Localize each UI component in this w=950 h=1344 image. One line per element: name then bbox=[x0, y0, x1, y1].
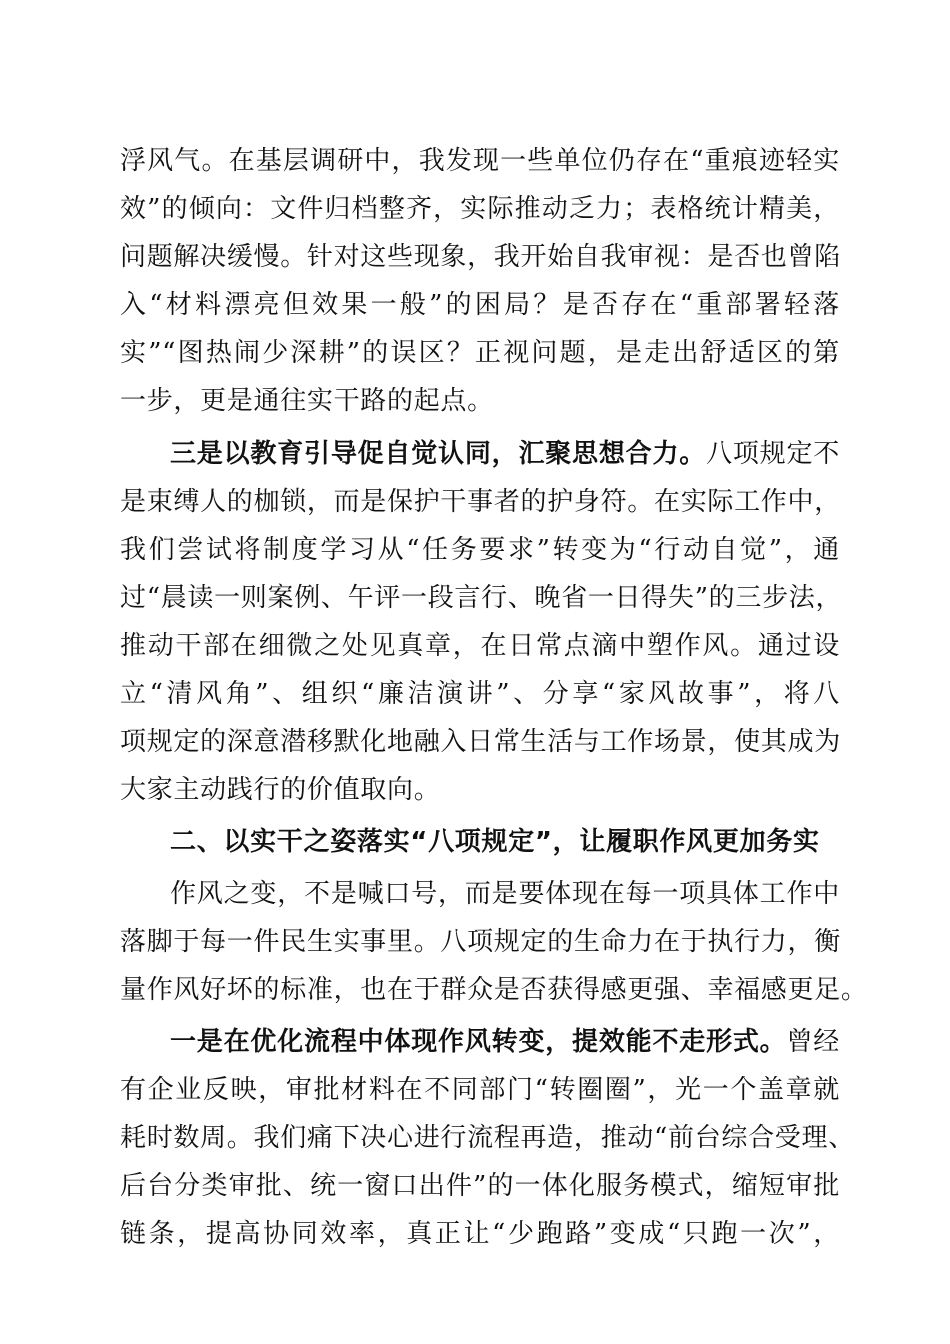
paragraph-4-line-4: 后台分类审批、统一窗口出件”的一体化服务模式，缩短审批 bbox=[120, 1171, 840, 1201]
section-heading: 二、以实干之姿落实“八项规定”，让履职作风更加务实 bbox=[170, 827, 820, 857]
paragraph-4-line-5: 链条，提高协同效率，真正让“少跑路”变成“只跑一次”， bbox=[120, 1219, 840, 1249]
paragraph-3-line-3: 量作风好坏的标准，也在于群众是否获得感更强、幸福感更足。 bbox=[120, 975, 868, 1005]
paragraph-2-line-7: 项规定的深意潜移默化地融入日常生活与工作场景，使其成为 bbox=[120, 727, 841, 757]
paragraph-2-line-2: 是束缚人的枷锁，而是保护干事者的护身符。在实际工作中， bbox=[120, 487, 841, 517]
paragraph-1-line-3: 问题解决缓慢。针对这些现象，我开始自我审视：是否也曾陷 bbox=[120, 242, 841, 272]
paragraph-2-line-4: 过“晨读一则案例、午评一段言行、晚省一日得失”的三步法， bbox=[120, 583, 843, 613]
paragraph-3-line-2: 落脚于每一件民生实事里。八项规定的生命力在于执行力，衡 bbox=[120, 927, 841, 957]
paragraph-1-line-4: 入“材料漂亮但效果一般”的困局？是否存在“重部署轻落 bbox=[120, 290, 840, 320]
paragraph-2-line-1-rest: 八项规定不 bbox=[706, 439, 840, 469]
paragraph-2-line-5: 推动干部在细微之处见真章，在日常点滴中塑作风。通过设 bbox=[120, 631, 840, 661]
paragraph-1-line-1: 浮风气。在基层调研中，我发现一些单位仍存在“重痕迹轻实 bbox=[120, 146, 840, 176]
paragraph-4-line-1 bbox=[170, 1022, 840, 1062]
paragraph-2-line-6: 立“清风角”、组织“廉洁演讲”、分享“家风故事”，将八 bbox=[120, 679, 840, 709]
paragraph-1-line-2: 效”的倾向：文件归档整齐，实际推动乏力；表格统计精美， bbox=[120, 194, 840, 224]
paragraph-2-line-3: 我们尝试将制度学习从“任务要求”转变为“行动自觉”，通 bbox=[120, 535, 840, 565]
paragraph-1-line-6: 一步，更是通往实干路的起点。 bbox=[120, 386, 494, 416]
paragraph-2-lead: 三是以教育引导促自觉认同，汇聚思想合力。 bbox=[170, 439, 707, 469]
paragraph-4-line-1-rest: 曾经 bbox=[786, 1027, 840, 1057]
paragraph-4-lead: 一是在优化流程中体现作风转变，提效能不走形式。 bbox=[170, 1027, 787, 1057]
paragraph-4-line-3: 耗时数周。我们痛下决心进行流程再造，推动“前台综合受理、 bbox=[120, 1123, 855, 1153]
paragraph-4-line-2: 有企业反映，审批材料在不同部门“转圈圈”，光一个盖章就 bbox=[120, 1075, 840, 1105]
paragraph-2-line-1 bbox=[170, 434, 840, 474]
paragraph-2-line-8: 大家主动践行的价值取向。 bbox=[120, 775, 441, 805]
paragraph-3-line-1: 作风之变，不是喊口号，而是要体现在每一项具体工作中 bbox=[170, 879, 840, 909]
paragraph-1-line-5: 实”“图热闹少深耕”的误区？正视问题，是走出舒适区的第 bbox=[120, 338, 840, 368]
